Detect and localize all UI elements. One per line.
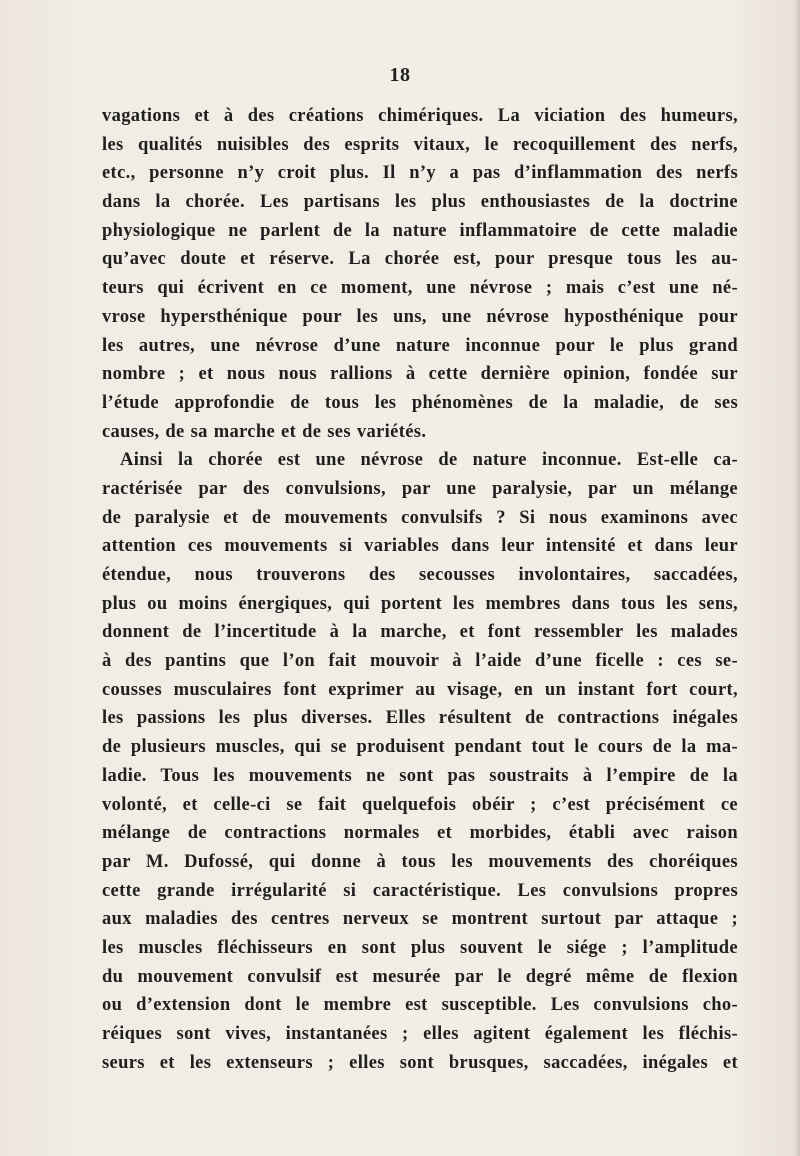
text-line: de paralysie et de mouvements convulsifs ? Si nous examinons avec — [102, 507, 738, 528]
text-line: plus ou moins énergiques, qui portent les membres dans tous les sens, — [102, 593, 738, 614]
text-line: Ainsi la chorée est une névrose de nature inconnue. Est-elle ca- — [120, 450, 738, 471]
text-line: attention ces mouvements si variables dans leur intensité et dans leur — [102, 536, 738, 557]
text-line: mélange de contractions normales et morbides, établi avec raison — [102, 823, 738, 844]
body-text — [102, 102, 738, 1077]
text-line: etc., personne n’y croit plus. Il n’y a pas d’inflammation des nerfs — [102, 163, 738, 184]
text-line: ractérisée par des convulsions, par une paralysie, par un mélange — [102, 478, 738, 499]
text-line: dans la chorée. Les partisans les plus enthousiastes de la doctrine — [102, 192, 738, 213]
text-line: par M. Dufossé, qui donne à tous les mouvements des choréiques — [102, 851, 738, 872]
text-line: vrose hypersthénique pour les uns, une névrose hyposthénique pour — [102, 306, 738, 327]
text-line: aux maladies des centres nerveux se montrent surtout par attaque ; — [102, 909, 738, 930]
text-line: cette grande irrégularité si caractéristique. Les convulsions propres — [102, 880, 738, 901]
text-line: ladie. Tous les mouvements ne sont pas soustraits à l’empire de la — [102, 765, 738, 786]
text-line: de plusieurs muscles, qui se produisent pendant tout le cours de la ma- — [102, 737, 738, 758]
text-line: vagations et à des créations chimériques. La viciation des humeurs, — [102, 106, 738, 126]
text-line: réiques sont vives, instantanées ; elles agitent également les fléchis- — [102, 1024, 738, 1044]
text-line: du mouvement convulsif est mesurée par le degré même de flexion — [102, 966, 738, 987]
text-line: à des pantins que l’on fait mouvoir à l’aide d’une ficelle : ces se- — [102, 651, 738, 672]
text-line: cousses musculaires font exprimer au visage, en un instant fort court, — [102, 679, 738, 700]
text-line: nombre ; et nous nous rallions à cette dernière opinion, fondée sur — [102, 364, 738, 385]
text-line: ou d’extension dont le membre est susceptible. Les convulsions cho- — [102, 995, 738, 1016]
page-number: 18 — [389, 64, 411, 86]
text-line: étendue, nous trouverons des secousses involontaires, saccadées, — [102, 565, 738, 585]
text-line: les autres, une névrose d’une nature inconnue pour le plus grand — [102, 335, 738, 356]
text-line: teurs qui écrivent en ce moment, une névrose ; mais c’est une né- — [102, 278, 738, 299]
text-line: physiologique ne parlent de la nature inflammatoire de cette maladie — [102, 220, 738, 241]
text-line: donnent de l’incertitude à la marche, et font ressembler les malades — [102, 622, 738, 643]
text-line: les muscles fléchisseurs en sont plus souvent le siége ; l’amplitude — [102, 937, 738, 958]
text-line: les qualités nuisibles des esprits vitaux, le recoquillement des nerfs, — [102, 134, 738, 155]
text-line: volonté, et celle-ci se fait quelquefois obéir ; c’est précisément ce — [102, 794, 738, 815]
text-line: causes, de sa marche et de ses variétés. — [102, 421, 427, 442]
text-line: qu’avec doute et réserve. La chorée est, pour presque tous les au- — [102, 249, 738, 270]
text-line: l’étude approfondie de tous les phénomènes de la maladie, de ses — [102, 392, 738, 413]
text-line: les passions les plus diverses. Elles résultent de contractions inégales — [102, 708, 738, 729]
text-line: seurs et les extenseurs ; elles sont brusques, saccadées, inégales et — [102, 1052, 738, 1073]
